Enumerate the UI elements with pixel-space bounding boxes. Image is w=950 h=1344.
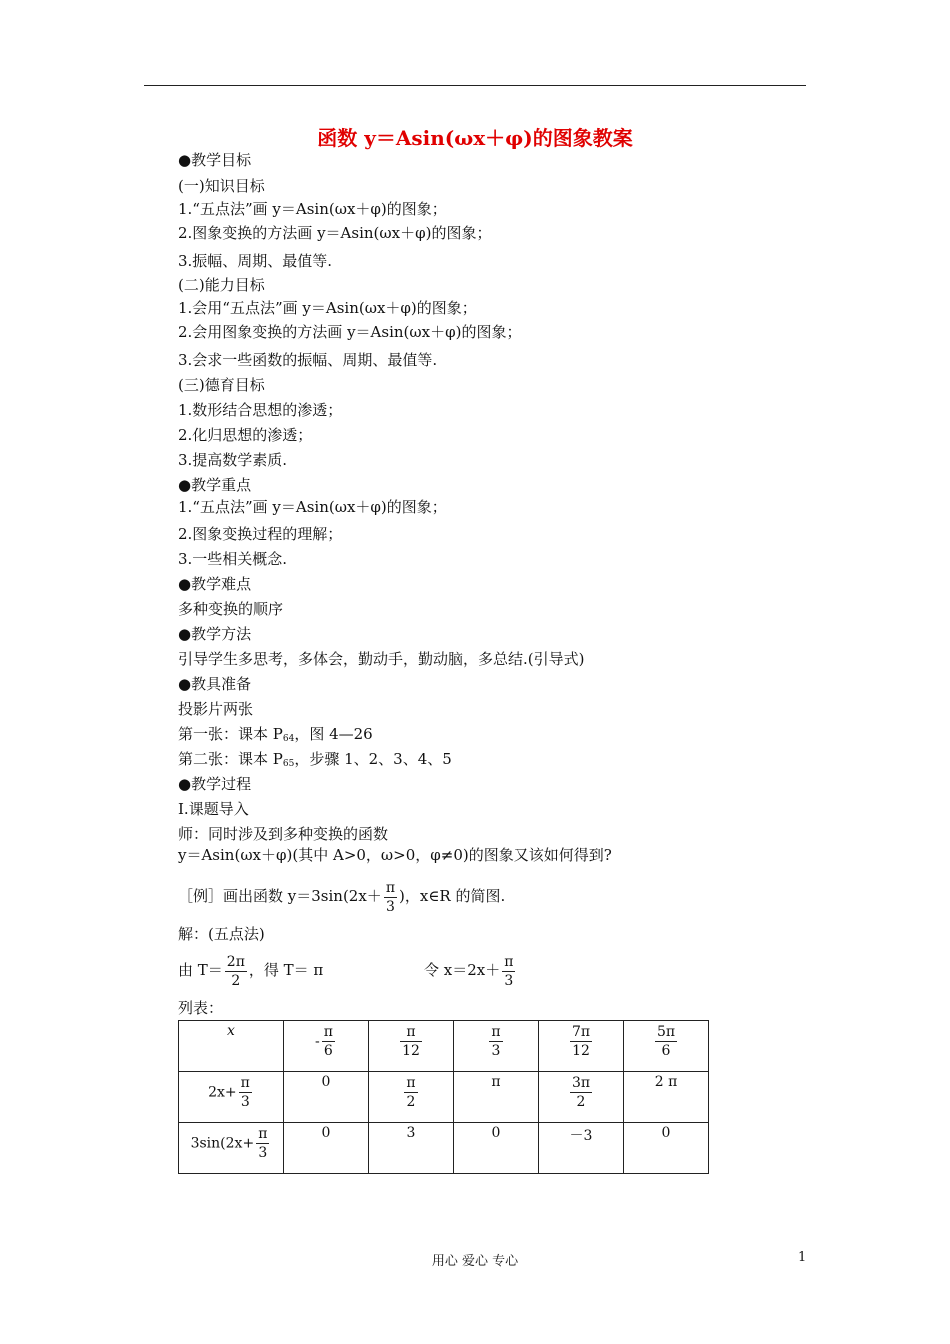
numerator: π: [323, 1024, 333, 1040]
card-two-sub: 65: [282, 759, 295, 769]
text-line: 2.化归思想的渗透；: [178, 426, 313, 444]
table-cell: 2 π: [624, 1072, 709, 1123]
period-post: ，得 T＝ π: [248, 961, 324, 979]
denominator: 3: [504, 972, 514, 989]
numerator: 3π: [571, 1075, 591, 1091]
fraction: [400, 1023, 422, 1060]
numerator: π: [491, 1024, 501, 1040]
table-cell: 0: [284, 1072, 369, 1123]
text-line: 1.会用“五点法”画 y＝Asin(ωx＋φ)的图象；: [178, 299, 477, 317]
text-line: 3.会求一些函数的振幅、周期、最值等.: [178, 351, 438, 369]
fraction: [404, 1074, 417, 1111]
denominator: 3: [491, 1043, 501, 1059]
pi-over-3-fraction: [384, 879, 397, 916]
text-line: ●教学难点: [178, 575, 252, 593]
text-line: 引导学生多思考，多体会，勤动手，勤动脑，多总结.(引导式): [178, 650, 585, 668]
card-one-line: [178, 724, 373, 749]
table-cell: [369, 1072, 454, 1123]
text-line: (二)能力目标: [178, 276, 265, 294]
text-line: 1.数形结合思想的渗透；: [178, 401, 343, 419]
table-cell: π: [454, 1072, 539, 1123]
text-line: 2.图象变换的方法画 y＝Asin(ωx＋φ)的图象；: [178, 224, 492, 242]
numerator: π: [258, 1126, 268, 1142]
denominator: 12: [402, 1043, 420, 1059]
example-line: [178, 876, 505, 916]
header-rule: [144, 85, 806, 86]
fraction: [239, 1074, 252, 1111]
fraction: [655, 1023, 677, 1060]
fraction: [256, 1125, 269, 1162]
table-cell: 0: [624, 1123, 709, 1174]
table-cell: [539, 1021, 624, 1072]
table-cell: 0: [454, 1123, 539, 1174]
denominator: 2: [576, 1094, 586, 1110]
table-cell: －3: [539, 1123, 624, 1174]
denominator: 3: [258, 1145, 268, 1161]
denominator: 2: [406, 1094, 416, 1110]
text-line: 3.一些相关概念.: [178, 550, 288, 568]
table-cell: [179, 1123, 284, 1174]
text-line: 多种变换的顺序: [178, 600, 284, 618]
text-line: ●教学目标: [178, 151, 252, 169]
table-cell: [179, 1072, 284, 1123]
table-cell: [624, 1021, 709, 1072]
text-line: 3.振幅、周期、最值等.: [178, 252, 333, 270]
text-line: 3.提高数学素质.: [178, 451, 288, 469]
question-line: y＝Asin(ωx＋φ)(其中 A>0，ω>0，φ≠0)的图象又该如何得到?: [178, 846, 612, 864]
period-fraction: [225, 953, 247, 990]
card-two-pre: 第二张：课本 P: [178, 750, 283, 768]
text-line: ●教学重点: [178, 476, 252, 494]
page-number: 1: [798, 1250, 807, 1265]
period-pre: 由 T＝: [178, 961, 223, 979]
table-cell: [454, 1021, 539, 1072]
substitution-line: [424, 950, 517, 990]
numerator: π: [504, 953, 514, 970]
table-cell: 0: [284, 1123, 369, 1174]
period-line: [178, 950, 323, 990]
fraction: [322, 1023, 335, 1060]
fraction: [570, 1023, 592, 1060]
section-heading: Ⅰ.课题导入: [178, 800, 249, 818]
text-line: (三)德育目标: [178, 376, 265, 394]
denominator: 2: [231, 972, 241, 989]
table-cell: 3: [369, 1123, 454, 1174]
text-line: 2.会用图象变换的方法画 y＝Asin(ωx＋φ)的图象；: [178, 323, 522, 341]
values-table: [178, 1020, 709, 1174]
let-pre: 令 x＝2x＋: [424, 961, 501, 979]
card-one-post: ，图 4—26: [294, 725, 373, 743]
denominator: 12: [572, 1043, 590, 1059]
text-line: 1.“五点法”画 y＝Asin(ωx＋φ)的图象；: [178, 200, 447, 218]
text-line: (一)知识目标: [178, 177, 265, 195]
numerator: π: [406, 1075, 416, 1091]
numerator: π: [240, 1075, 250, 1091]
table-cell: [539, 1072, 624, 1123]
table-cell: [369, 1021, 454, 1072]
denominator: 6: [323, 1043, 333, 1059]
denominator: 3: [240, 1094, 250, 1110]
let-fraction: [502, 953, 515, 990]
minus-sign: -: [315, 1033, 320, 1050]
process-heading: ●教学过程: [178, 775, 252, 793]
numerator: π: [385, 879, 396, 896]
card-one-pre: 第一张：课本 P: [178, 725, 283, 743]
numerator: 5π: [656, 1024, 676, 1040]
example-pre: ［例］画出函数 y＝3sin(2x＋: [178, 887, 382, 905]
text-line: ●教学方法: [178, 625, 252, 643]
row-label: 2x+: [208, 1084, 237, 1101]
x-label: x: [227, 1023, 235, 1039]
list-label: 列表：: [178, 999, 224, 1017]
table-row: [179, 1021, 709, 1072]
denominator: 6: [661, 1043, 671, 1059]
card-one-sub: 64: [282, 734, 295, 744]
page-footer: 用心 爱心 专心: [431, 1254, 519, 1269]
text-line: ●教具准备: [178, 675, 252, 693]
table-row: [179, 1123, 709, 1174]
numerator: π: [400, 1023, 422, 1042]
card-two-line: [178, 749, 452, 774]
text-line: 投影片两张: [178, 700, 254, 718]
solution-line: 解：(五点法): [178, 925, 265, 943]
fraction: [489, 1023, 502, 1060]
teacher-line: 师：同时涉及到多种变换的函数: [178, 825, 389, 843]
row-label: 3sin(2x+: [190, 1135, 255, 1152]
fraction: [570, 1074, 592, 1111]
numerator: 2π: [226, 953, 245, 970]
table-cell: [179, 1021, 284, 1072]
numerator: 7π: [571, 1024, 591, 1040]
table-cell: [284, 1021, 369, 1072]
example-post: )，x∈R 的简图.: [399, 887, 506, 905]
table-row: [179, 1072, 709, 1123]
denominator: 3: [385, 898, 395, 915]
text-line: 1.“五点法”画 y＝Asin(ωx＋φ)的图象；: [178, 498, 447, 516]
card-two-post: ，步骤 1、2、3、4、5: [294, 750, 452, 768]
text-line: 2.图象变换过程的理解；: [178, 525, 343, 543]
page-title: 函数 y＝Asin(ωx＋φ)的图象教案: [317, 126, 633, 150]
